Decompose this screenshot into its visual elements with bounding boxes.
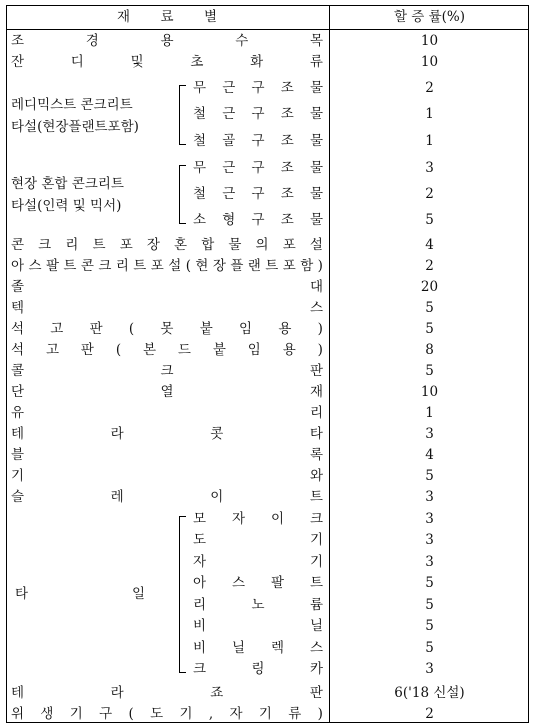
- bracket-3: [179, 165, 180, 223]
- row-label-16: 슬 레 이 트: [11, 489, 323, 505]
- row-2-value-2: 1: [425, 133, 434, 149]
- row-3-sub-2: 소 형 구 조 물: [193, 212, 323, 228]
- row-label-11: 단 열 재: [11, 384, 323, 400]
- row-value-14: 4: [425, 447, 434, 463]
- row-value-0: 10: [420, 33, 439, 49]
- row-label-9: 석 고 판 ( 본 드 붙 임 용 ): [11, 342, 323, 358]
- row-label-13: 테 라 콧 타: [11, 426, 323, 442]
- row-value-4: 4: [425, 237, 434, 253]
- row-value-1: 10: [420, 54, 439, 70]
- row-value-8: 5: [425, 321, 434, 337]
- row-17-sub-2: 자 기: [193, 554, 323, 570]
- row-17-value-3: 5: [425, 575, 434, 591]
- row-17-sub-1: 도 기: [193, 532, 323, 548]
- row-label-19: 위 생 기 구 ( 도 기 , 자 기 류 ): [11, 706, 323, 722]
- row-2-sub-0: 무 근 구 조 물: [193, 80, 323, 96]
- row-label-10: 콜 크 판: [11, 363, 323, 379]
- row-label-15: 기 와: [11, 468, 323, 484]
- row-17-sub-6: 비 닐 렉 스: [193, 640, 323, 656]
- row-17-value-5: 5: [425, 618, 434, 634]
- bracket-2: [179, 85, 180, 144]
- row-17-sub-7: 크 링 카: [193, 661, 323, 677]
- row-2-sub-1: 철 근 구 조 물: [193, 106, 323, 122]
- row-label-3-line-0: 현장 혼합 콘크리트: [11, 176, 124, 192]
- row-17-sub-0: 모 자 이 크: [193, 511, 323, 527]
- row-label-2-line-0: 레디믹스트 콘크리트: [11, 96, 133, 113]
- row-2-value-1: 1: [425, 106, 434, 122]
- row-label-8: 석 고 판 ( 못 붙 임 용 ): [11, 321, 323, 337]
- row-17-value-1: 3: [425, 532, 434, 548]
- row-2-sub-2: 철 골 구 조 물: [193, 133, 323, 149]
- row-value-18: 6('18 신설): [394, 685, 465, 701]
- row-value-19: 2: [425, 706, 434, 722]
- bracket-bottom-17: [179, 672, 186, 673]
- header-divider: [7, 29, 528, 30]
- row-label-14: 블 록: [11, 447, 323, 463]
- row-17-sub-5: 비 닐: [193, 618, 323, 634]
- bracket-top-17: [179, 516, 186, 517]
- row-value-11: 10: [420, 384, 439, 400]
- bracket-top-2: [179, 85, 186, 86]
- surcharge-rate-table: [6, 5, 529, 723]
- row-label-17: 타 일: [15, 586, 145, 602]
- row-label-2-line-1: 타설(현장플랜트포함): [11, 118, 139, 135]
- bracket-top-3: [179, 165, 186, 166]
- row-17-value-7: 3: [425, 661, 434, 677]
- bracket-17: [179, 516, 180, 672]
- row-label-3-line-1: 타설(인력 및 믹서): [11, 198, 122, 214]
- row-17-value-2: 3: [425, 554, 434, 570]
- header-material: 재 료 별: [117, 9, 217, 25]
- bracket-bottom-2: [179, 144, 186, 145]
- row-label-0: 조 경 용 수 목: [11, 33, 323, 49]
- row-value-15: 5: [425, 468, 434, 484]
- row-value-13: 3: [425, 426, 434, 442]
- row-value-12: 1: [425, 405, 434, 421]
- bracket-bottom-3: [179, 223, 186, 224]
- row-label-18: 테 라 죠 판: [11, 685, 323, 701]
- row-3-value-1: 2: [425, 186, 434, 202]
- row-label-4: 콘 크 리 트 포 장 혼 합 물 의 포 설: [11, 237, 323, 253]
- row-value-7: 5: [425, 300, 434, 316]
- row-value-5: 2: [425, 258, 434, 274]
- row-2-value-0: 2: [425, 80, 434, 96]
- row-17-sub-3: 아 스 팔 트: [193, 575, 323, 591]
- row-17-value-6: 5: [425, 640, 434, 656]
- row-3-value-2: 5: [425, 212, 434, 228]
- row-label-1: 잔 디 및 초 화 류: [11, 54, 323, 70]
- row-value-6: 20: [420, 279, 439, 295]
- row-value-10: 5: [425, 363, 434, 379]
- row-label-12: 유 리: [11, 405, 323, 421]
- row-17-value-0: 3: [425, 511, 434, 527]
- row-value-9: 8: [425, 342, 434, 358]
- row-value-16: 3: [425, 489, 434, 505]
- row-label-7: 텍 스: [11, 300, 323, 316]
- row-17-sub-4: 리 노 륨: [193, 597, 323, 613]
- row-label-6: 졸 대: [11, 279, 323, 295]
- row-3-sub-0: 무 근 구 조 물: [193, 160, 323, 176]
- row-3-value-0: 3: [425, 160, 434, 176]
- header-rate: 할 증 률(%): [393, 9, 466, 25]
- row-3-sub-1: 철 근 구 조 물: [193, 186, 323, 202]
- row-label-5: 아 스 팔 트 콘 크 리 트 포 설 ( 현 장 플 랜 트 포 함 ): [11, 258, 323, 274]
- row-17-value-4: 5: [425, 597, 434, 613]
